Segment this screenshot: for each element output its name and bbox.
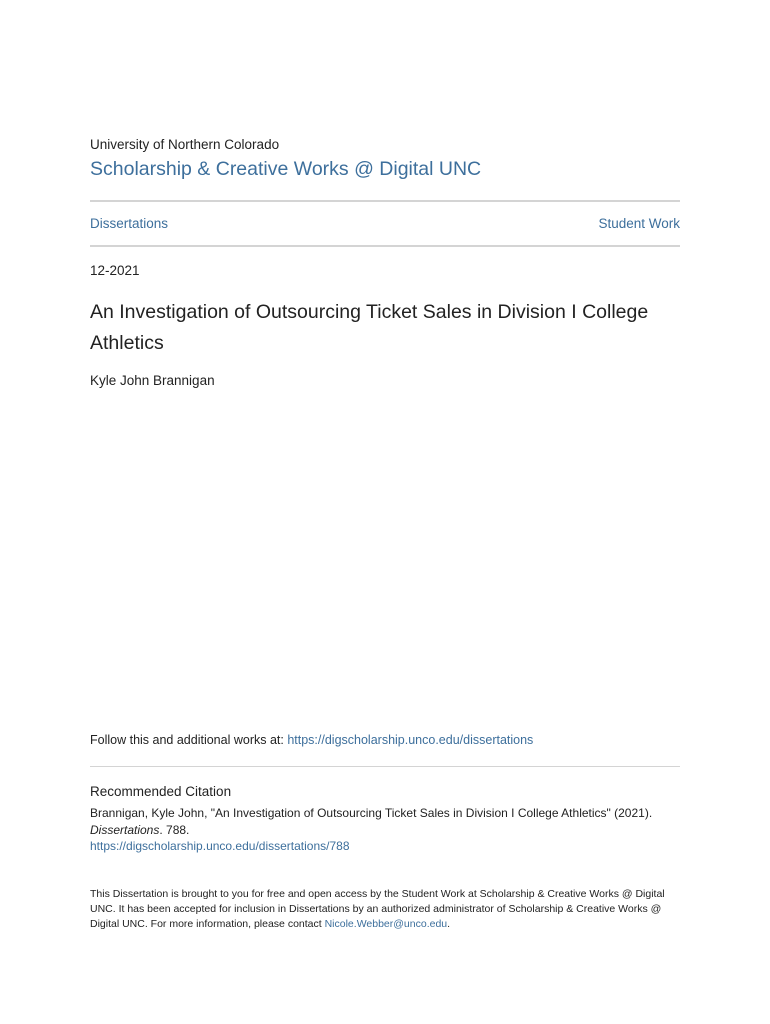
dissertations-link[interactable]: Dissertations	[90, 216, 169, 231]
citation-url-link[interactable]: https://digscholarship.unco.edu/dissertations/788	[90, 839, 350, 853]
access-statement-text: This Dissertation is brought to you for free and open access by the Student Work at Scholarship & Creative Works @ Digital UNC. It has been accepted for inclusion in Dissertations by an authorized administrator of Scholarship & Creative Works @ Digital UNC. For more information, please contact	[90, 888, 665, 930]
citation-series-line	[90, 822, 690, 839]
access-statement-end: .	[447, 918, 451, 930]
header-divider-top	[90, 200, 680, 202]
header-divider-bottom	[90, 245, 680, 247]
citation-divider	[90, 766, 680, 767]
document-title: An Investigation of Outsourcing Ticket Sales in Division I College Athletics	[90, 301, 649, 354]
author-name: Kyle John Brannigan	[90, 373, 215, 388]
follow-line	[90, 733, 533, 747]
contact-email-link[interactable]: Nicole.Webber@unco.edu	[324, 918, 448, 930]
student-work-link[interactable]: Student Work	[598, 216, 680, 231]
citation-body	[90, 805, 690, 855]
institution-name: University of Northern Colorado	[90, 137, 280, 152]
follow-url-link[interactable]: https://digscholarship.unco.edu/dissertations	[287, 733, 534, 747]
citation-heading: Recommended Citation	[90, 784, 232, 799]
citation-series: Dissertations	[90, 822, 160, 837]
repository-link[interactable]: Scholarship & Creative Works @ Digital UNC	[90, 158, 482, 180]
citation-number: . 788.	[159, 822, 190, 837]
access-statement	[90, 887, 670, 932]
follow-text: Follow this and additional works at:	[90, 733, 288, 747]
citation-reference: Brannigan, Kyle John, "An Investigation of Outsourcing Ticket Sales in Division I College Athletics" (2021).	[90, 806, 653, 820]
publication-date: 12-2021	[90, 263, 140, 278]
